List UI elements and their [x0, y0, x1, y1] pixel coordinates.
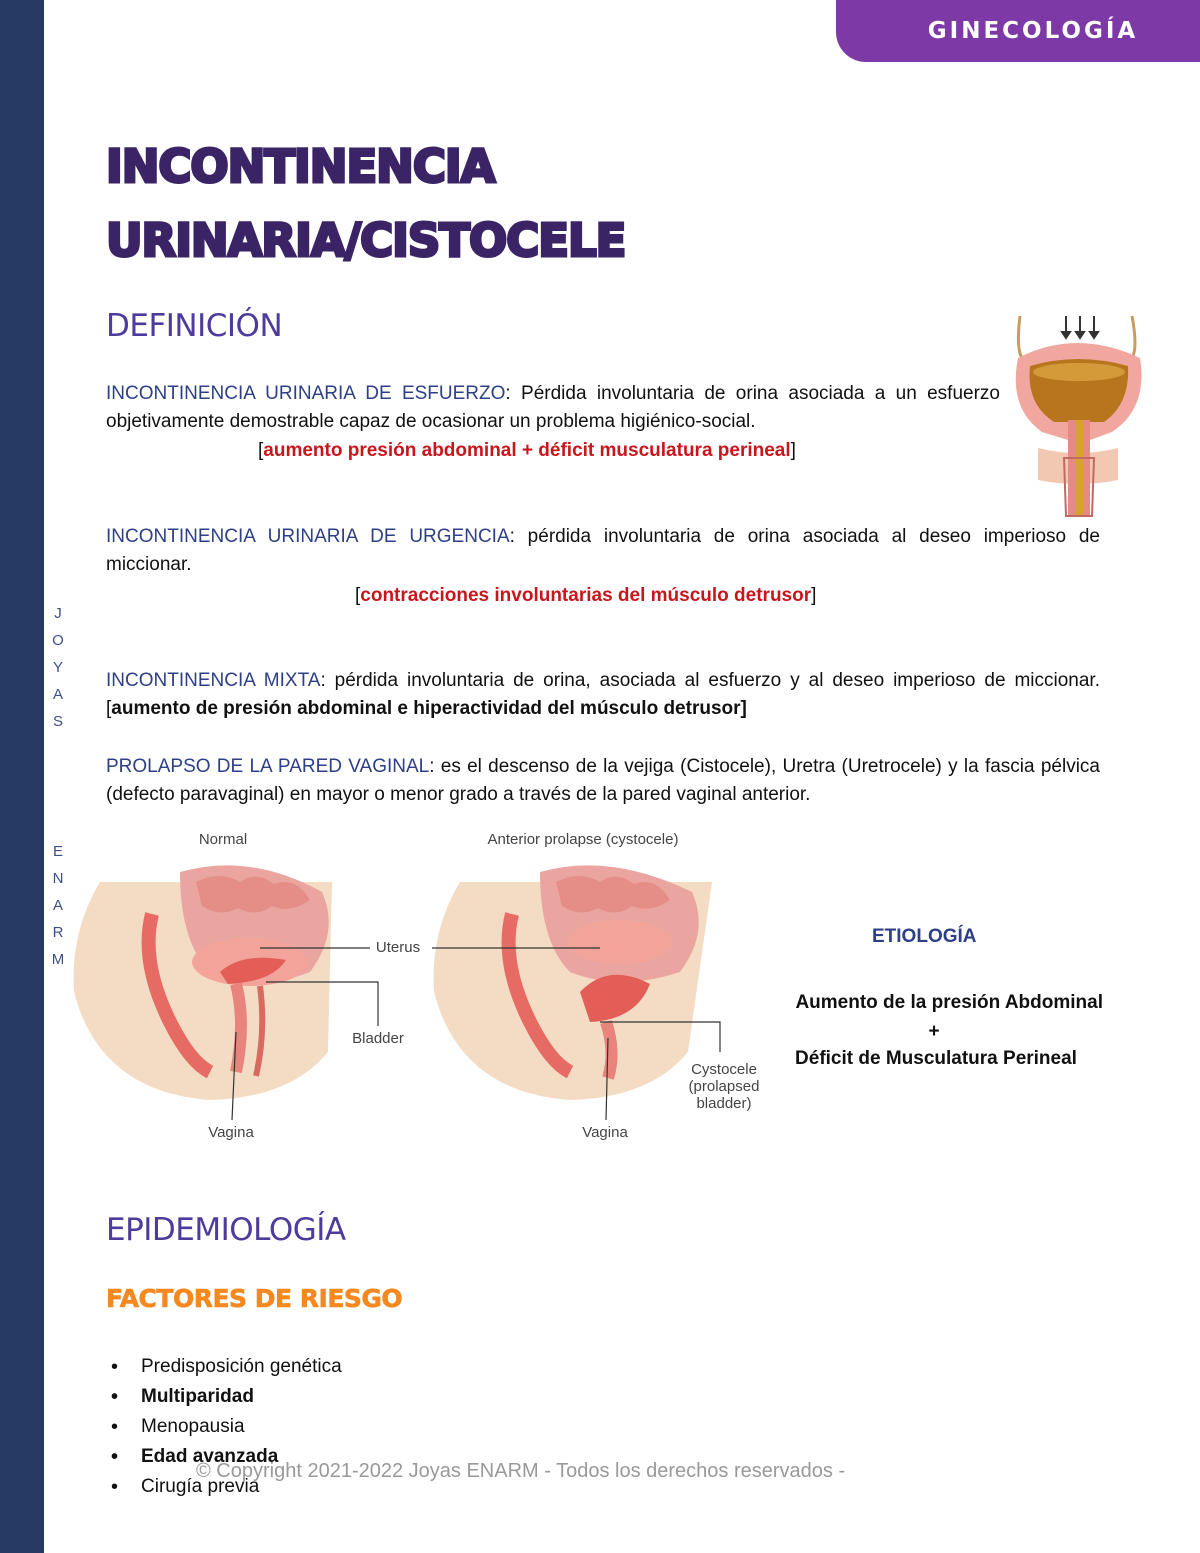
term-urgencia: INCONTINENCIA URINARIA DE URGENCIA: [106, 526, 510, 547]
etiologia-heading: ETIOLOGÍA: [872, 926, 977, 947]
sidebar-letter: S: [52, 713, 63, 730]
term-esfuerzo: INCONTINENCIA URINARIA DE ESFUERZO: [106, 383, 506, 404]
etiologia-line-1: Aumento de la presión Abdominal: [795, 992, 1103, 1013]
pressure-arrows-icon: [1062, 316, 1098, 338]
label-bladder: Bladder: [352, 1030, 404, 1047]
text-prolapso: : es el descenso de la vejiga (Cistocele), Uretra (Uretrocele) y la fascia pélvica (defecto paravaginal) en mayor o menor grado a través de la pared vaginal anterior.: [106, 756, 1100, 805]
section-heading-factores: FACTORES DE RIESGO: [106, 1284, 403, 1313]
sidebar-letter: N: [52, 870, 64, 887]
pelvis-normal: [74, 865, 332, 1100]
text-urgencia: : pérdida involuntaria de orina asociada al deseo imperioso de miccionar.: [106, 526, 1100, 575]
sidebar-letter: O: [52, 632, 64, 649]
text-esfuerzo: : Pérdida involuntaria de orina asociada a un esfuerzo objetivamente demostrable capaz de ocasionar un problema higiénico-social.: [106, 383, 1000, 432]
definition-prolapso: [106, 753, 1100, 809]
note-esfuerzo: [258, 437, 796, 465]
note-urgencia-text: contracciones involuntarias del músculo detrusor: [360, 585, 812, 606]
etiologia-line-2: Déficit de Musculatura Perineal: [795, 1048, 1077, 1069]
sidebar-letter: E: [52, 843, 63, 860]
category-tab: [836, 0, 1200, 62]
pelvis-prolapse: [434, 865, 712, 1100]
text-mixta: : pérdida involuntaria de orina, asociada al esfuerzo y al deseo imperioso de miccionar. [: [106, 670, 1100, 719]
list-item: • Edad avanzada: [108, 1442, 342, 1472]
sidebar-letter: Y: [52, 659, 63, 676]
etiologia-plus: +: [928, 1021, 940, 1042]
list-item: • Predisposición genética: [108, 1352, 342, 1382]
title-line-1: INCONTINENCIA: [106, 140, 495, 193]
category-label: GINECOLOGÍA: [927, 18, 1139, 44]
sidebar-letter: A: [52, 686, 63, 703]
label-vagina-prolapse: Vagina: [582, 1124, 628, 1141]
definition-esfuerzo: [106, 380, 1000, 436]
sidebar-letter: R: [52, 924, 64, 941]
term-prolapso: PROLAPSO DE LA PARED VAGINAL: [106, 756, 430, 777]
bracket-open: [: [355, 585, 361, 606]
sidebar-letter: M: [51, 951, 65, 968]
list-item: • Menopausia: [108, 1412, 342, 1442]
section-heading-definicion: DEFINICIÓN: [106, 308, 283, 344]
bracket-close: ]: [811, 585, 817, 606]
bracket-open: [: [258, 440, 264, 461]
sidebar-letter: A: [52, 897, 63, 914]
label-cystocele-2: (prolapsed: [688, 1078, 760, 1095]
label-uterus: Uterus: [375, 939, 421, 956]
bladder-pressure-illustration: [1008, 308, 1148, 518]
section-heading-epidemiologia: EPIDEMIOLOGÍA: [106, 1212, 346, 1248]
bracket-close: ]: [790, 440, 796, 461]
note-esfuerzo-text: aumento presión abdominal + déficit musculatura perineal: [263, 440, 791, 461]
term-mixta: INCONTINENCIA MIXTA: [106, 670, 321, 691]
copyright-watermark: © Copyright 2021-2022 Joyas ENARM - Todos los derechos reservados -: [196, 1460, 846, 1482]
sidebar-letter: J: [54, 605, 62, 622]
definition-mixta: [106, 667, 1100, 723]
page-title: [106, 130, 625, 278]
label-cystocele-3: bladder): [696, 1095, 752, 1112]
note-urgencia: [355, 582, 816, 610]
list-item: • Multiparidad: [108, 1382, 342, 1412]
sidebar-bar: [0, 0, 44, 1553]
label-normal: Normal: [198, 831, 248, 848]
list-item: • Cirugía previa: [108, 1472, 342, 1502]
note-mixta: aumento de presión abdominal e hiperactividad del músculo detrusor]: [111, 698, 747, 719]
label-cystocele: Cystocele: [691, 1061, 757, 1078]
label-vagina-normal: Vagina: [208, 1124, 254, 1141]
label-anterior-prolapse: Anterior prolapse (cystocele): [487, 831, 679, 848]
title-line-2: URINARIA/CISTOCELE: [106, 214, 626, 267]
cystocele-anatomy-figure: [60, 822, 770, 1152]
definition-urgencia: [106, 523, 1100, 579]
